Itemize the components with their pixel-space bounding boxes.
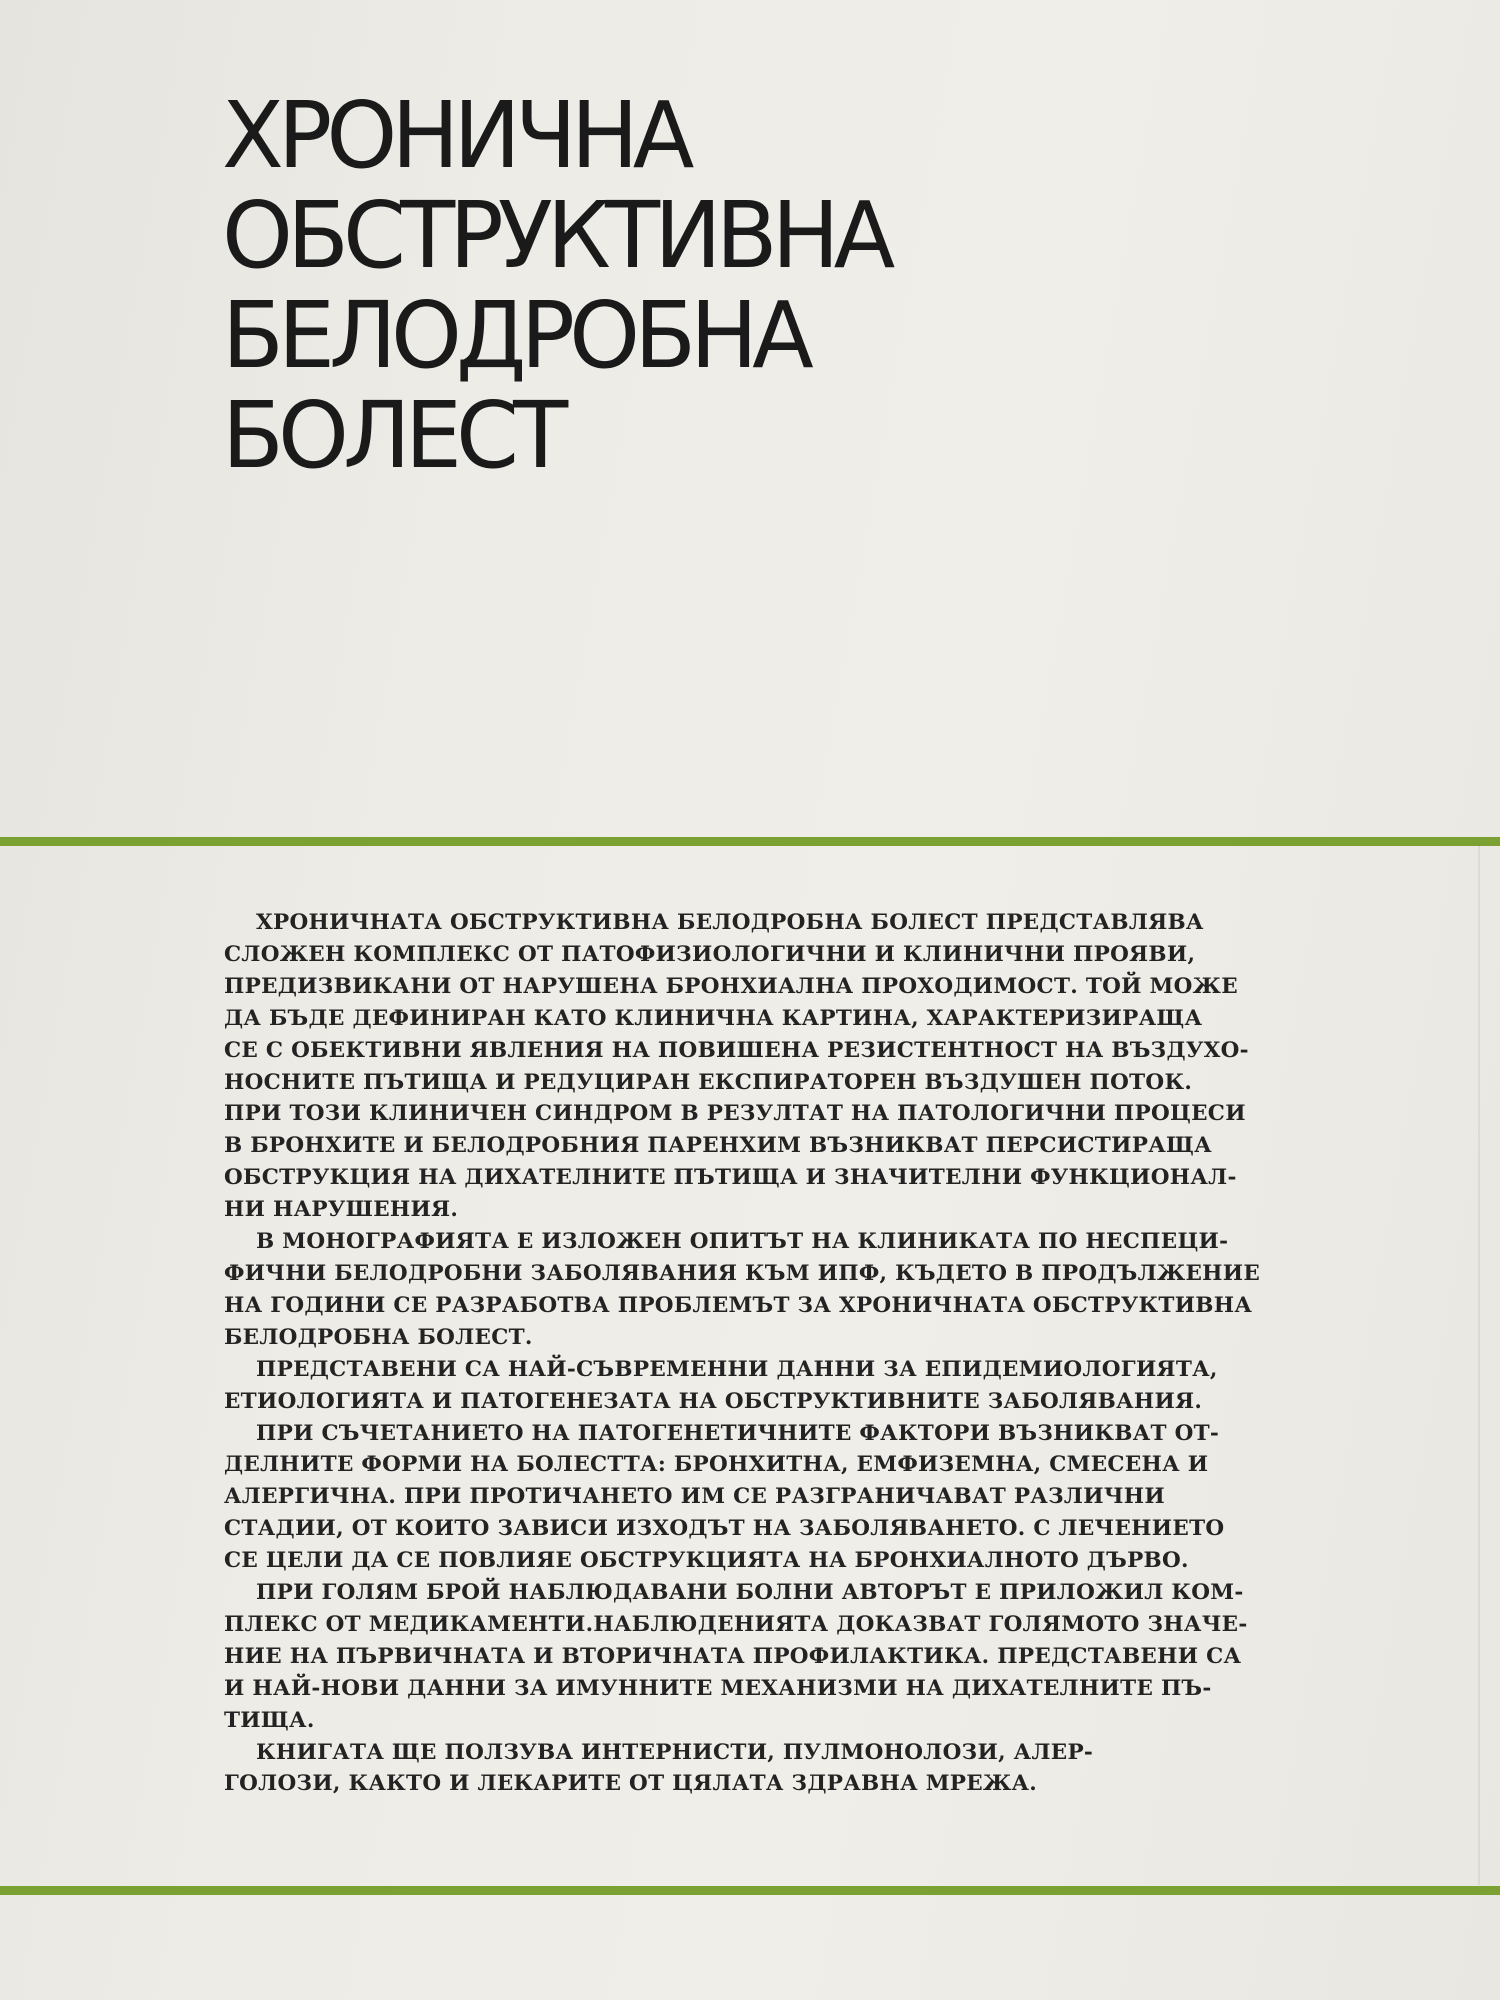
text-line: ПРЕДИЗВИКАНИ ОТ НАРУШЕНА БРОНХИАЛНА ПРОХОДИМОСТ. ТОЙ МОЖЕ: [224, 973, 1238, 999]
title-line: БОЛЕСТ: [222, 382, 563, 489]
green-divider-top: [0, 837, 1500, 846]
text-line: ТИЩА.: [224, 1707, 315, 1733]
text-line: БЕЛОДРОБНА БОЛЕСТ.: [224, 1324, 533, 1350]
text-line: СЕ ЦЕЛИ ДА СЕ ПОВЛИЯЕ ОБСТРУКЦИЯТА НА БРОНХИАЛНОТО ДЪРВО.: [224, 1548, 1189, 1574]
text-line: ГОЛОЗИ, КАКТО И ЛЕКАРИТЕ ОТ ЦЯЛАТА ЗДРАВНА МРЕЖА.: [224, 1771, 1038, 1797]
text-line: НА ГОДИНИ СЕ РАЗРАБОТВА ПРОБЛЕМЪТ ЗА ХРОНИЧНАТА ОБСТРУКТИВНА: [224, 1292, 1253, 1318]
text-line: ПРИ ГОЛЯМ БРОЙ НАБЛЮДАВАНИ БОЛНИ АВТОРЪТ Е ПРИЛОЖИЛ КОМ-: [256, 1580, 1244, 1606]
text-line: ДЕЛНИТЕ ФОРМИ НА БОЛЕСТТА: БРОНХИТНА, ЕМФИЗЕМНА, СМЕСЕНА И: [224, 1452, 1209, 1478]
text-line: СЕ С ОБЕКТИВНИ ЯВЛЕНИЯ НА ПОВИШЕНА РЕЗИСТЕНТНОСТ НА ВЪЗДУХО-: [224, 1037, 1249, 1063]
text-line: ПЛЕКС ОТ МЕДИКАМЕНТИ.НАБЛЮДЕНИЯТА ДОКАЗВАТ ГОЛЯМОТО ЗНАЧЕ-: [224, 1611, 1248, 1637]
text-line: ФИЧНИ БЕЛОДРОБНИ ЗАБОЛЯВАНИЯ КЪМ ИПФ, КЪДЕТО В ПРОДЪЛЖЕНИЕ: [224, 1260, 1261, 1286]
title-line: ОБСТРУКТИВНА: [222, 182, 890, 289]
text-line: НОСНИТЕ ПЪТИЩА И РЕДУЦИРАН ЕКСПИРАТОРЕН ВЪЗДУШЕН ПОТОК.: [224, 1069, 1193, 1095]
annotation-text: [224, 907, 1282, 1800]
text-line: ПРИ СЪЧЕТАНИЕТО НА ПАТОГЕНЕТИЧНИТЕ ФАКТОРИ ВЪЗНИКВАТ ОТ-: [256, 1420, 1220, 1446]
text-line: ПРЕДСТАВЕНИ СА НАЙ-СЪВРЕМЕННИ ДАННИ ЗА ЕПИДЕМИОЛОГИЯТА,: [256, 1356, 1218, 1382]
text-line: ЕТИОЛОГИЯТА И ПАТОГЕНЕЗАТА НА ОБСТРУКТИВНИТЕ ЗАБОЛЯВАНИЯ.: [224, 1388, 1203, 1414]
text-line: ПРИ ТОЗИ КЛИНИЧЕН СИНДРОМ В РЕЗУЛТАТ НА ПАТОЛОГИЧНИ ПРОЦЕСИ: [224, 1101, 1246, 1127]
text-line: СТАДИИ, ОТ КОИТО ЗАВИСИ ИЗХОДЪТ НА ЗАБОЛЯВАНЕТО. С ЛЕЧЕНИЕТО: [224, 1516, 1225, 1542]
text-line: ДА БЪДЕ ДЕФИНИРАН КАТО КЛИНИЧНА КАРТИНА, ХАРАКТЕРИЗИРАЩА: [224, 1005, 1203, 1031]
book-title: [222, 82, 890, 489]
text-line: АЛЕРГИЧНА. ПРИ ПРОТИЧАНЕТО ИМ СЕ РАЗГРАНИЧАВАТ РАЗЛИЧНИ: [224, 1484, 1165, 1510]
title-line: БЕЛОДРОБНА: [222, 282, 808, 389]
text-line: И НАЙ-НОВИ ДАННИ ЗА ИМУННИТЕ МЕХАНИЗМИ НА ДИХАТЕЛНИТЕ ПЪ-: [224, 1675, 1212, 1701]
text-line: ОБСТРУКЦИЯ НА ДИХАТЕЛНИТЕ ПЪТИЩА И ЗНАЧИТЕЛНИ ФУНКЦИОНАЛ-: [224, 1165, 1237, 1191]
text-line: ХРОНИЧНАТА ОБСТРУКТИВНА БЕЛОДРОБНА БОЛЕСТ ПРЕДСТАВЛЯВА: [256, 910, 1204, 935]
green-divider-bottom: [0, 1886, 1500, 1895]
text-line: СЛОЖЕН КОМПЛЕКС ОТ ПАТОФИЗИОЛОГИЧНИ И КЛИНИЧНИ ПРОЯВИ,: [224, 941, 1196, 967]
text-line: В БРОНХИТЕ И БЕЛОДРОБНИЯ ПАРЕНХИМ ВЪЗНИКВАТ ПЕРСИСТИРАЩА: [224, 1133, 1212, 1159]
text-line: НИЕ НА ПЪРВИЧНАТА И ВТОРИЧНАТА ПРОФИЛАКТИКА. ПРЕДСТАВЕНИ СА: [224, 1643, 1242, 1669]
text-line: КНИГАТА ЩЕ ПОЛЗУВА ИНТЕРНИСТИ, ПУЛМОНОЛОЗИ, АЛЕР-: [256, 1739, 1094, 1765]
text-line: НИ НАРУШЕНИЯ.: [224, 1197, 459, 1223]
title-line: ХРОНИЧНА: [222, 82, 689, 189]
page-edge-shadow: [1478, 845, 1480, 1885]
text-line: В МОНОГРАФИЯТА Е ИЗЛОЖЕН ОПИТЪТ НА КЛИНИКАТА ПО НЕСПЕЦИ-: [256, 1229, 1229, 1255]
